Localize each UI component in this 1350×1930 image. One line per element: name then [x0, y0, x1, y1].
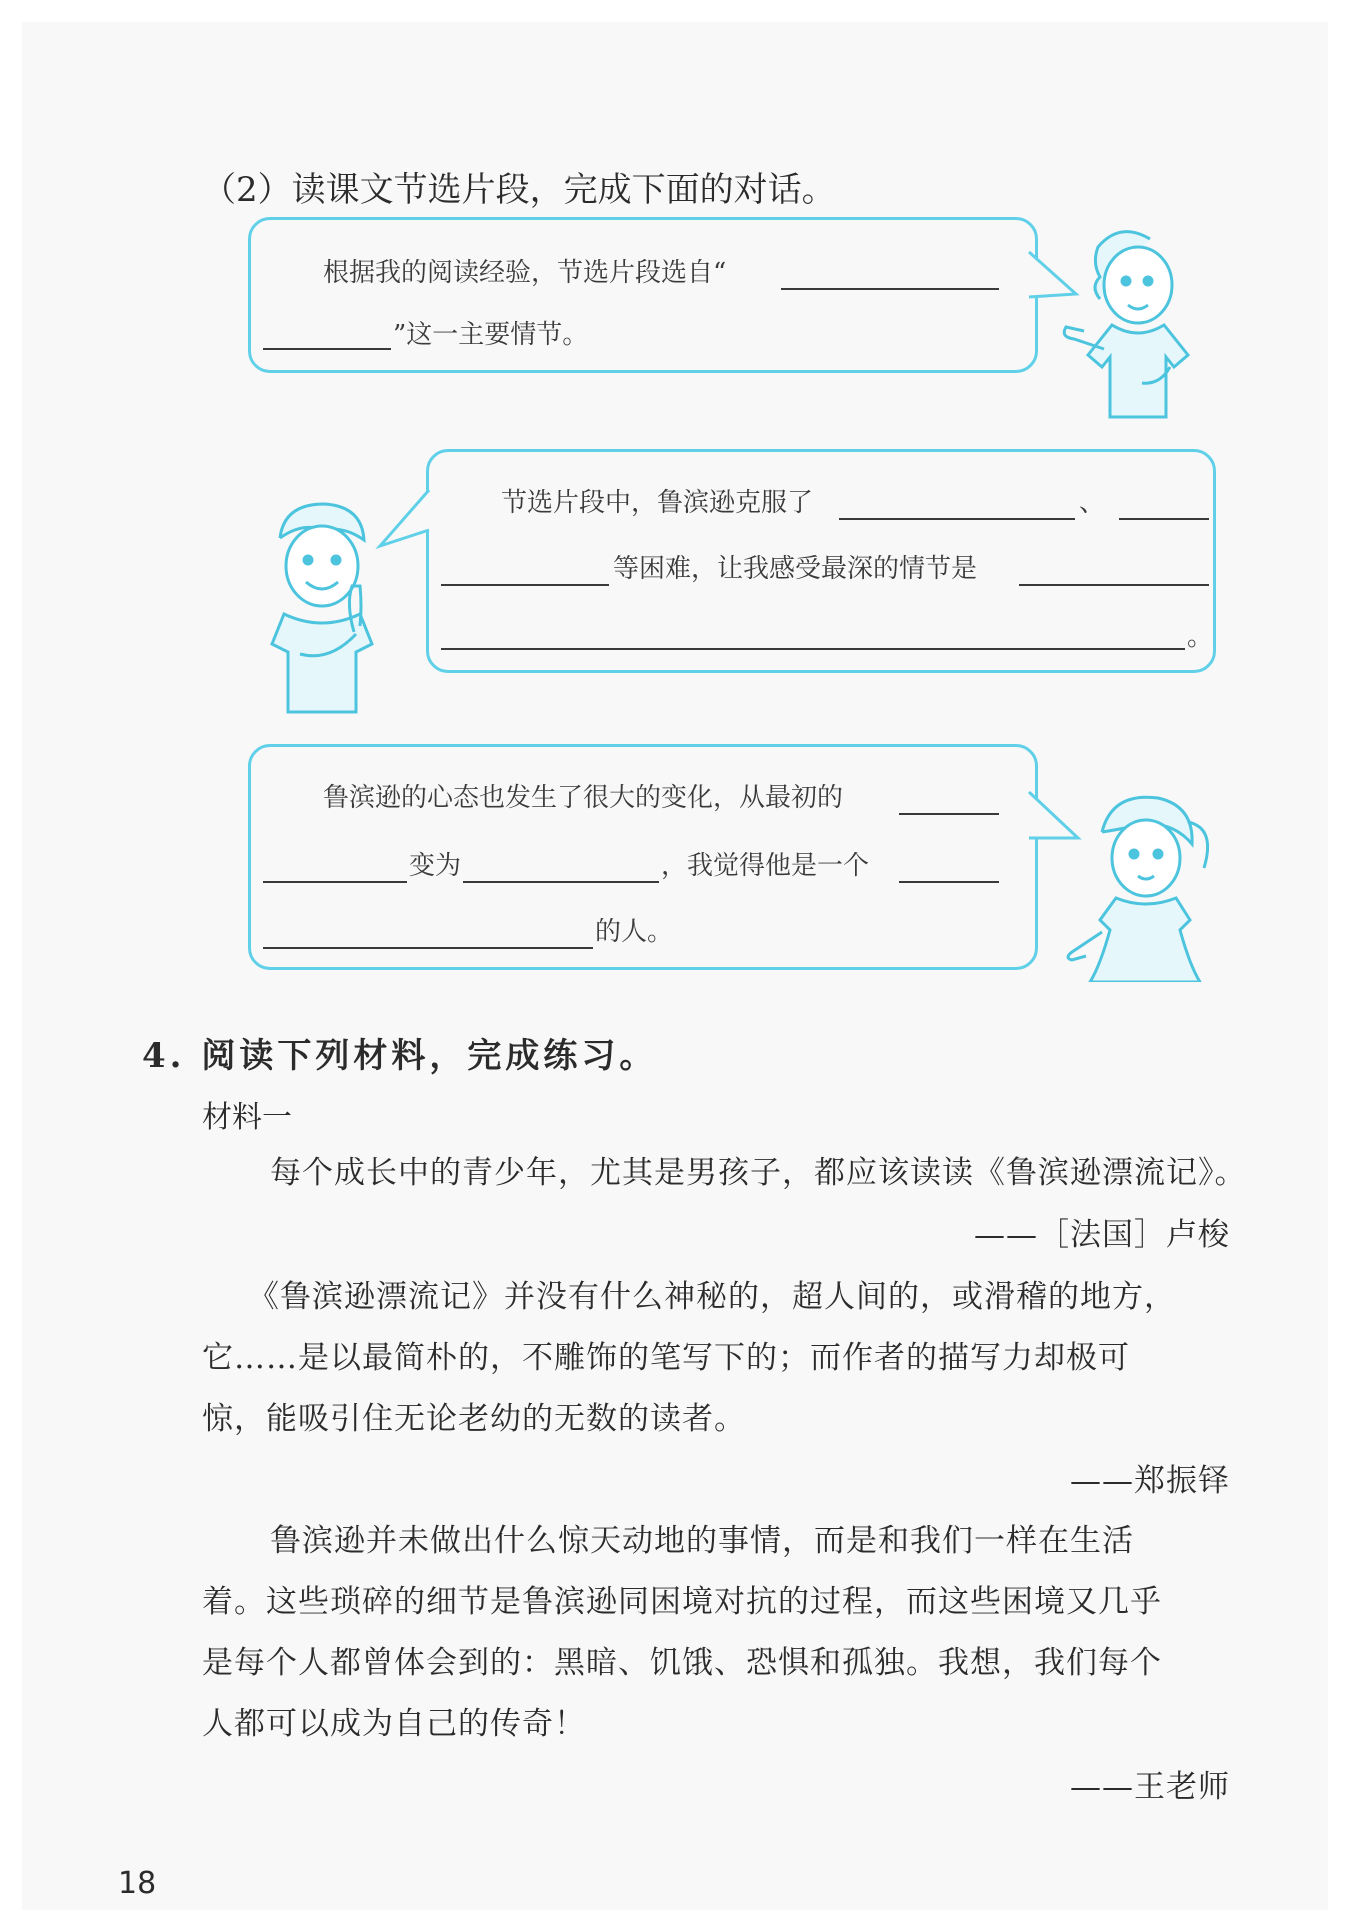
question-2 — [202, 162, 836, 211]
bubble3-line2-b: ，我觉得他是一个 — [661, 851, 870, 881]
answer-blank[interactable] — [441, 648, 1185, 650]
answer-blank[interactable] — [1019, 584, 1209, 586]
bubble2-line1-sep: 、 — [1079, 488, 1106, 518]
quote-3-author: ——王老师 — [1070, 1769, 1230, 1805]
bubble2-line2-text: 等困难，让我感受最深的情节是 — [613, 554, 978, 584]
speech-bubble-1 — [248, 217, 1038, 373]
bubble3-line2-a: 变为 — [409, 851, 462, 881]
quote-2-line-2: 它……是以最简朴的，不雕饰的笔写下的；而作者的描写力却极可 — [202, 1340, 1130, 1376]
answer-blank[interactable] — [263, 947, 593, 949]
section-4-number: 4. — [142, 1036, 186, 1076]
bubble3-line1-text: 鲁滨逊的心态也发生了很大的变化，从最初的 — [323, 783, 844, 813]
section-4-heading — [142, 1028, 657, 1077]
answer-blank[interactable] — [781, 288, 999, 290]
quote-3-line-1: 鲁滨逊并未做出什么惊天动地的事情，而是和我们一样在生活 — [270, 1523, 1134, 1559]
answer-blank[interactable] — [899, 881, 999, 883]
question-2-label: （2） — [202, 170, 292, 210]
girl-illustration — [1062, 782, 1232, 982]
material-1-label: 材料一 — [202, 1100, 292, 1135]
quote-1-author: ——［法国］卢梭 — [974, 1217, 1230, 1253]
section-4-title: 阅读下列材料，完成练习。 — [201, 1036, 658, 1076]
textbook-page — [22, 22, 1328, 1910]
quote-3-line-4: 人都可以成为自己的传奇！ — [202, 1706, 586, 1742]
quote-3-line-2: 着。这些琐碎的细节是鲁滨逊同困境对抗的过程，而这些困境又几乎 — [202, 1584, 1162, 1620]
bubble2-line3-end: 。 — [1187, 622, 1214, 652]
answer-blank[interactable] — [839, 518, 1075, 520]
speech-bubble-3 — [248, 744, 1038, 970]
answer-blank[interactable] — [899, 813, 999, 815]
quote-2-line-3: 惊，能吸引住无论老幼的无数的读者。 — [202, 1401, 746, 1437]
bubble2-line1-text: 节选片段中，鲁滨逊克服了 — [501, 488, 814, 518]
answer-blank[interactable] — [263, 881, 407, 883]
question-2-instruction: 读课文节选片段，完成下面的对话。 — [291, 170, 836, 210]
quote-3-line-3: 是每个人都曾体会到的：黑暗、饥饿、恐惧和孤独。我想，我们每个 — [202, 1645, 1162, 1681]
answer-blank[interactable] — [1119, 518, 1209, 520]
bubble1-line2-text: ”这一主要情节。 — [393, 320, 589, 350]
bubble1-line1-text: 根据我的阅读经验，节选片段选自“ — [323, 258, 727, 288]
speech-bubble-2 — [426, 449, 1216, 673]
boy-illustration — [1052, 217, 1232, 427]
answer-blank[interactable] — [263, 348, 391, 350]
answer-blank[interactable] — [463, 881, 659, 883]
bubble3-line3-text: 的人。 — [595, 917, 674, 947]
page-number: 18 — [118, 1866, 157, 1901]
thinking-boy-illustration — [244, 492, 394, 722]
quote-2-author: ——郑振铎 — [1070, 1463, 1230, 1499]
answer-blank[interactable] — [441, 584, 609, 586]
quote-1: 每个成长中的青少年，尤其是男孩子，都应该读读《鲁滨逊漂流记》。 — [270, 1155, 1247, 1191]
quote-2-line-1: 《鲁滨逊漂流记》并没有什么神秘的，超人间的，或滑稽的地方， — [248, 1279, 1176, 1315]
